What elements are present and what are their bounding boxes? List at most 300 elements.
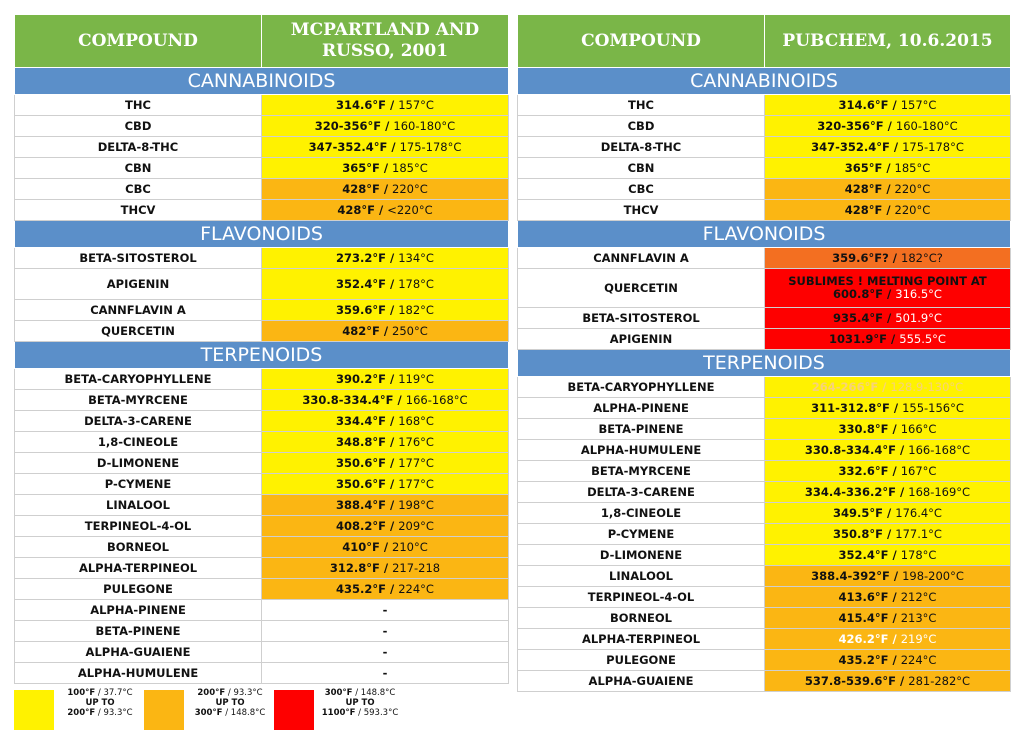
compound-name: THC	[518, 95, 765, 116]
celsius-value: 166°C	[900, 421, 937, 436]
fahrenheit-value: 330.8-334.4°F	[804, 442, 897, 457]
table-row	[518, 650, 1011, 671]
table-row	[518, 482, 1011, 503]
fahrenheit-value: 935.4°F	[833, 310, 884, 325]
legend-text	[190, 688, 270, 718]
boiling-point-value	[262, 579, 509, 600]
table-row	[518, 461, 1011, 482]
compound-name: ALPHA-PINENE	[518, 398, 765, 419]
boiling-point-value: -	[262, 663, 509, 684]
celsius-value: 134°C	[398, 250, 434, 265]
compound-name: TERPINEOL-4-OL	[15, 516, 262, 537]
compound-name: BETA-CARYOPHYLLENE	[518, 377, 765, 398]
compound-name: 1,8-CINEOLE	[15, 432, 262, 453]
compound-name: APIGENIN	[518, 329, 765, 350]
boiling-point-value	[262, 432, 509, 453]
celsius-value: 182°C	[398, 302, 434, 317]
header-source: PUBCHEM, 10.6.2015	[765, 15, 1011, 68]
compound-name: LINALOOL	[15, 495, 262, 516]
table-row	[518, 566, 1011, 587]
celsius-value: 220°C	[894, 202, 931, 217]
celsius-value: 178°C	[900, 547, 937, 562]
fahrenheit-value: 312.8°F	[329, 560, 380, 575]
boiling-point-value	[262, 495, 509, 516]
boiling-point-value	[765, 671, 1011, 692]
celsius-value: 220°C	[392, 181, 428, 196]
compound-name: BETA-MYRCENE	[518, 461, 765, 482]
celsius-value: 157°C	[398, 97, 434, 112]
table-row	[15, 495, 509, 516]
fahrenheit-value: 408.2°F	[336, 518, 387, 533]
fahrenheit-value: 314.6°F	[336, 97, 387, 112]
fahrenheit-value: 537.8-539.6°F	[804, 673, 897, 688]
boiling-point-value: -	[262, 600, 509, 621]
table-pubchem	[517, 14, 1011, 692]
celsius-value: 224°C	[900, 652, 937, 667]
separator: /	[379, 181, 393, 196]
table-row	[15, 95, 509, 116]
table-row	[518, 440, 1011, 461]
celsius-value: 316.5°C	[895, 287, 942, 301]
celsius-value: 166-168°C	[405, 392, 468, 407]
table-row	[15, 579, 509, 600]
separator: /	[379, 160, 393, 175]
table-row	[518, 503, 1011, 524]
section-header-flavonoids	[518, 221, 1011, 248]
compound-name: THCV	[15, 200, 262, 221]
fahrenheit-value: 428°F	[844, 202, 883, 217]
fahrenheit-value: 428°F	[844, 181, 883, 196]
separator: /	[393, 392, 406, 407]
celsius-value: 182°C?	[901, 250, 943, 265]
table-row	[15, 269, 509, 300]
table-row	[15, 137, 509, 158]
legend-text	[320, 688, 400, 718]
boiling-point-value	[765, 329, 1011, 350]
table-row	[518, 308, 1011, 329]
separator: /	[352, 688, 361, 698]
fahrenheit-value: 349.5°F	[833, 505, 884, 520]
fahrenheit-value: 264-266°F	[811, 379, 879, 394]
separator: /	[386, 276, 399, 291]
celsius-value: 168-169°C	[908, 484, 971, 499]
compound-name: TERPINEOL-4-OL	[518, 587, 765, 608]
table-row	[15, 516, 509, 537]
legend-to-f: 1100°F	[321, 708, 356, 718]
separator: /	[888, 463, 901, 478]
compound-name: BORNEOL	[15, 537, 262, 558]
table-row	[518, 419, 1011, 440]
compound-name: D-LIMONENE	[518, 545, 765, 566]
section-header-flavonoids	[15, 221, 509, 248]
table-row	[518, 137, 1011, 158]
boiling-point-value	[765, 377, 1011, 398]
table-row	[15, 642, 509, 663]
color-legend	[14, 688, 434, 732]
section-header-terpenoids	[518, 350, 1011, 377]
separator: /	[887, 331, 900, 346]
boiling-point-value	[262, 537, 509, 558]
boiling-point-value	[262, 558, 509, 579]
compound-name: THC	[15, 95, 262, 116]
fahrenheit-value: 330.8-334.4°F	[302, 392, 394, 407]
compound-name: CANNFLAVIN A	[15, 300, 262, 321]
separator: /	[888, 250, 902, 265]
compound-name: ALPHA-GUAIENE	[15, 642, 262, 663]
celsius-value: 168°C	[398, 413, 434, 428]
legend-to-c: 593.3°C	[363, 708, 399, 718]
separator: /	[882, 160, 895, 175]
header-compound: COMPOUND	[15, 15, 262, 68]
table-row	[15, 158, 509, 179]
fahrenheit-value: 348.8°F	[336, 434, 387, 449]
legend-item	[14, 688, 144, 728]
fahrenheit-value: 365°F	[844, 160, 883, 175]
table-row	[15, 621, 509, 642]
celsius-value: 219°C	[900, 631, 937, 646]
fahrenheit-value: 350.6°F	[336, 455, 387, 470]
celsius-value: 177°C	[398, 455, 434, 470]
section-title: FLAVONOIDS	[518, 221, 1011, 248]
legend-from-f: 100°F	[67, 688, 96, 698]
compound-name: ALPHA-TERPINEOL	[15, 558, 262, 579]
fahrenheit-value: 388.4-392°F	[811, 568, 890, 583]
separator: /	[386, 455, 399, 470]
legend-item	[144, 688, 274, 728]
compound-name: CBN	[15, 158, 262, 179]
separator: /	[379, 323, 393, 338]
legend-swatch	[144, 690, 184, 730]
separator: /	[379, 560, 393, 575]
compound-name: DELTA-8-THC	[15, 137, 262, 158]
compound-name: D-LIMONENE	[15, 453, 262, 474]
separator: /	[883, 526, 896, 541]
table-row	[518, 116, 1011, 137]
boiling-point-value	[765, 440, 1011, 461]
separator: /	[888, 421, 901, 436]
boiling-point-value	[765, 308, 1011, 329]
compound-name: APIGENIN	[15, 269, 262, 300]
separator: /	[95, 708, 104, 718]
boiling-point-value	[262, 200, 509, 221]
celsius-value: 224°C	[398, 581, 434, 596]
separator: /	[896, 484, 909, 499]
legend-from-f: 300°F	[324, 688, 353, 698]
celsius-value: 501.9°C	[895, 310, 942, 325]
boiling-point-value	[765, 545, 1011, 566]
compound-name: ALPHA-HUMULENE	[15, 663, 262, 684]
section-title: CANNABINOIDS	[15, 68, 509, 95]
table-row	[518, 377, 1011, 398]
table-row	[518, 158, 1011, 179]
celsius-value: 198-200°C	[902, 568, 964, 583]
table-row	[15, 390, 509, 411]
fahrenheit-value: 320-356°F	[314, 118, 382, 133]
compound-name: ALPHA-PINENE	[15, 600, 262, 621]
separator: /	[888, 631, 901, 646]
fahrenheit-value: 273.2°F	[336, 250, 387, 265]
compound-name: QUERCETIN	[15, 321, 262, 342]
boiling-point-value	[262, 411, 509, 432]
separator: /	[896, 673, 909, 688]
compound-name: ALPHA-TERPINEOL	[518, 629, 765, 650]
fahrenheit-value: 320-356°F	[817, 118, 884, 133]
celsius-value: 160-180°C	[895, 118, 958, 133]
table-row	[518, 95, 1011, 116]
celsius-value: 160-180°C	[393, 118, 456, 133]
boiling-point-value	[262, 116, 509, 137]
legend-from-f: 200°F	[197, 688, 226, 698]
celsius-value: 177°C	[398, 476, 434, 491]
legend-swatch	[14, 690, 54, 730]
separator: /	[888, 589, 901, 604]
separator: /	[375, 202, 388, 217]
celsius-value: 185°C	[392, 160, 428, 175]
fahrenheit-value: 600.8°F	[833, 287, 884, 301]
table-row	[15, 474, 509, 495]
compound-name: BORNEOL	[518, 608, 765, 629]
separator: /	[883, 118, 896, 133]
table-mcpartland-russo	[14, 14, 509, 684]
compound-name: LINALOOL	[518, 566, 765, 587]
boiling-point-value	[262, 158, 509, 179]
compound-name: DELTA-8-THC	[518, 137, 765, 158]
boiling-point-value: -	[262, 642, 509, 663]
separator: /	[386, 97, 399, 112]
boiling-point-value	[765, 503, 1011, 524]
compound-name: BETA-PINENE	[518, 419, 765, 440]
header-compound: COMPOUND	[518, 15, 765, 68]
table-row	[15, 600, 509, 621]
boiling-point-value	[262, 453, 509, 474]
fahrenheit-value: 334.4°F	[336, 413, 387, 428]
table-row	[15, 300, 509, 321]
legend-upto: UP TO	[85, 698, 115, 708]
table-row	[15, 179, 509, 200]
compound-name: BETA-CARYOPHYLLENE	[15, 369, 262, 390]
fahrenheit-value: 350.8°F	[833, 526, 884, 541]
fahrenheit-value: 314.6°F	[838, 97, 889, 112]
compound-name: PULEGONE	[15, 579, 262, 600]
compound-name: DELTA-3-CARENE	[518, 482, 765, 503]
separator: /	[888, 97, 901, 112]
separator: /	[355, 708, 364, 718]
boiling-point-value	[765, 179, 1011, 200]
table-row	[15, 321, 509, 342]
table-row	[518, 629, 1011, 650]
legend-upto: UP TO	[345, 698, 375, 708]
celsius-value: 217-218	[392, 560, 441, 575]
fahrenheit-value: 435.2°F	[336, 581, 387, 596]
table-row	[15, 411, 509, 432]
legend-to-f: 200°F	[67, 708, 96, 718]
fahrenheit-value: 359.6°F?	[832, 250, 889, 265]
fahrenheit-value: 330.8°F	[838, 421, 889, 436]
compound-name: CBC	[15, 179, 262, 200]
celsius-value: 212°C	[900, 589, 937, 604]
celsius-value: 176°C	[398, 434, 434, 449]
section-title: TERPENOIDS	[15, 342, 509, 369]
boiling-point-note: SUBLIMES ! MELTING POINT AT	[788, 274, 987, 288]
boiling-point-value	[765, 398, 1011, 419]
separator: /	[883, 287, 896, 301]
boiling-point-value	[262, 390, 509, 411]
celsius-value: 281-282°C	[908, 673, 971, 688]
separator: /	[381, 118, 394, 133]
celsius-value: 250°C	[392, 323, 428, 338]
celsius-value: 185°C	[894, 160, 931, 175]
celsius-value: 175-178°C	[902, 139, 964, 154]
header-source: MCPARTLAND AND RUSSO, 2001	[262, 15, 509, 68]
section-title: CANNABINOIDS	[518, 68, 1011, 95]
fahrenheit-value: 352.4°F	[838, 547, 889, 562]
fahrenheit-value: 347-352.4°F	[811, 139, 890, 154]
boiling-point-value	[262, 321, 509, 342]
celsius-value: 155-156°C	[902, 400, 964, 415]
compound-name: P-CYMENE	[15, 474, 262, 495]
boiling-point-value	[262, 248, 509, 269]
table-row	[15, 200, 509, 221]
boiling-point-value	[765, 587, 1011, 608]
separator: /	[386, 476, 399, 491]
table-row	[518, 329, 1011, 350]
boiling-point-value	[765, 650, 1011, 671]
section-header-terpenoids	[15, 342, 509, 369]
celsius-value: 175-178°C	[399, 139, 462, 154]
celsius-value: 157°C	[900, 97, 937, 112]
table-header-row	[15, 15, 509, 68]
compound-name: 1,8-CINEOLE	[518, 503, 765, 524]
celsius-value: 128.9-130°C	[890, 379, 964, 394]
boiling-point-value	[262, 95, 509, 116]
celsius-value: <220°C	[387, 202, 433, 217]
fahrenheit-value: 482°F	[342, 323, 380, 338]
separator: /	[889, 139, 903, 154]
compound-name: CANNFLAVIN A	[518, 248, 765, 269]
boiling-point-value	[262, 179, 509, 200]
separator: /	[888, 610, 901, 625]
legend-to-c: 148.8°C	[230, 708, 266, 718]
table-header-row	[518, 15, 1011, 68]
fahrenheit-value: 413.6°F	[838, 589, 889, 604]
boiling-point-value	[262, 369, 509, 390]
celsius-value: 176.4°C	[895, 505, 942, 520]
fahrenheit-value: 410°F	[342, 539, 380, 554]
separator: /	[386, 434, 399, 449]
separator: /	[95, 688, 104, 698]
table-row	[518, 269, 1011, 308]
separator: /	[379, 539, 393, 554]
celsius-value: 209°C	[398, 518, 434, 533]
table-row	[518, 545, 1011, 566]
legend-from-c: 37.7°C	[103, 688, 133, 698]
separator: /	[386, 371, 399, 386]
fahrenheit-value: 388.4°F	[336, 497, 387, 512]
fahrenheit-value: 347-352.4°F	[308, 139, 388, 154]
compound-name: CBC	[518, 179, 765, 200]
fahrenheit-value: 435.2°F	[838, 652, 889, 667]
table-row	[15, 453, 509, 474]
table-row	[518, 608, 1011, 629]
section-header-cannabinoids	[518, 68, 1011, 95]
legend-upto: UP TO	[215, 698, 245, 708]
boiling-point-value	[765, 158, 1011, 179]
compound-name: BETA-SITOSTEROL	[15, 248, 262, 269]
separator: /	[883, 505, 896, 520]
separator: /	[882, 181, 895, 196]
table-row	[518, 671, 1011, 692]
fahrenheit-value: 365°F	[342, 160, 380, 175]
separator: /	[387, 139, 400, 154]
separator: /	[896, 442, 909, 457]
legend-item	[274, 688, 404, 728]
section-title: TERPENOIDS	[518, 350, 1011, 377]
fahrenheit-value: 332.6°F	[838, 463, 889, 478]
separator: /	[222, 708, 231, 718]
celsius-value: 178°C	[398, 276, 434, 291]
boiling-point-value	[765, 608, 1011, 629]
table-row	[518, 398, 1011, 419]
compound-name: CBD	[518, 116, 765, 137]
compound-name: BETA-PINENE	[15, 621, 262, 642]
table-row	[15, 248, 509, 269]
boiling-point-value	[765, 566, 1011, 587]
separator: /	[888, 652, 901, 667]
separator: /	[386, 581, 399, 596]
boiling-point-value	[765, 629, 1011, 650]
boiling-point-value	[765, 419, 1011, 440]
fahrenheit-value: 428°F	[337, 202, 376, 217]
table-row	[518, 200, 1011, 221]
table-row	[15, 663, 509, 684]
legend-from-c: 148.8°C	[360, 688, 396, 698]
boiling-point-value: -	[262, 621, 509, 642]
section-title: FLAVONOIDS	[15, 221, 509, 248]
separator: /	[889, 400, 903, 415]
legend-to-f: 300°F	[194, 708, 223, 718]
fahrenheit-value: 350.6°F	[336, 476, 387, 491]
boiling-point-value	[262, 516, 509, 537]
boiling-point-value	[262, 269, 509, 300]
boiling-point-value	[765, 137, 1011, 158]
celsius-value: 198°C	[398, 497, 434, 512]
table-row	[518, 248, 1011, 269]
table-row	[518, 179, 1011, 200]
celsius-value: 210°C	[392, 539, 428, 554]
compound-name: ALPHA-GUAIENE	[518, 671, 765, 692]
compound-name: CBD	[15, 116, 262, 137]
fahrenheit-value: 352.4°F	[336, 276, 387, 291]
table-row	[15, 116, 509, 137]
separator: /	[889, 568, 903, 583]
fahrenheit-value: 334.4-336.2°F	[804, 484, 897, 499]
boiling-point-value	[765, 524, 1011, 545]
boiling-point-value	[765, 248, 1011, 269]
celsius-value: 555.5°C	[899, 331, 946, 346]
celsius-value: 213°C	[900, 610, 937, 625]
legend-swatch	[274, 690, 314, 730]
boiling-point-value	[262, 474, 509, 495]
boiling-point-value	[262, 137, 509, 158]
separator: /	[386, 497, 399, 512]
boiling-point-value	[765, 269, 1011, 308]
separator: /	[386, 302, 399, 317]
table-row	[15, 369, 509, 390]
boiling-point-value	[765, 95, 1011, 116]
table-row	[15, 558, 509, 579]
celsius-value: 220°C	[894, 181, 931, 196]
separator: /	[386, 518, 399, 533]
